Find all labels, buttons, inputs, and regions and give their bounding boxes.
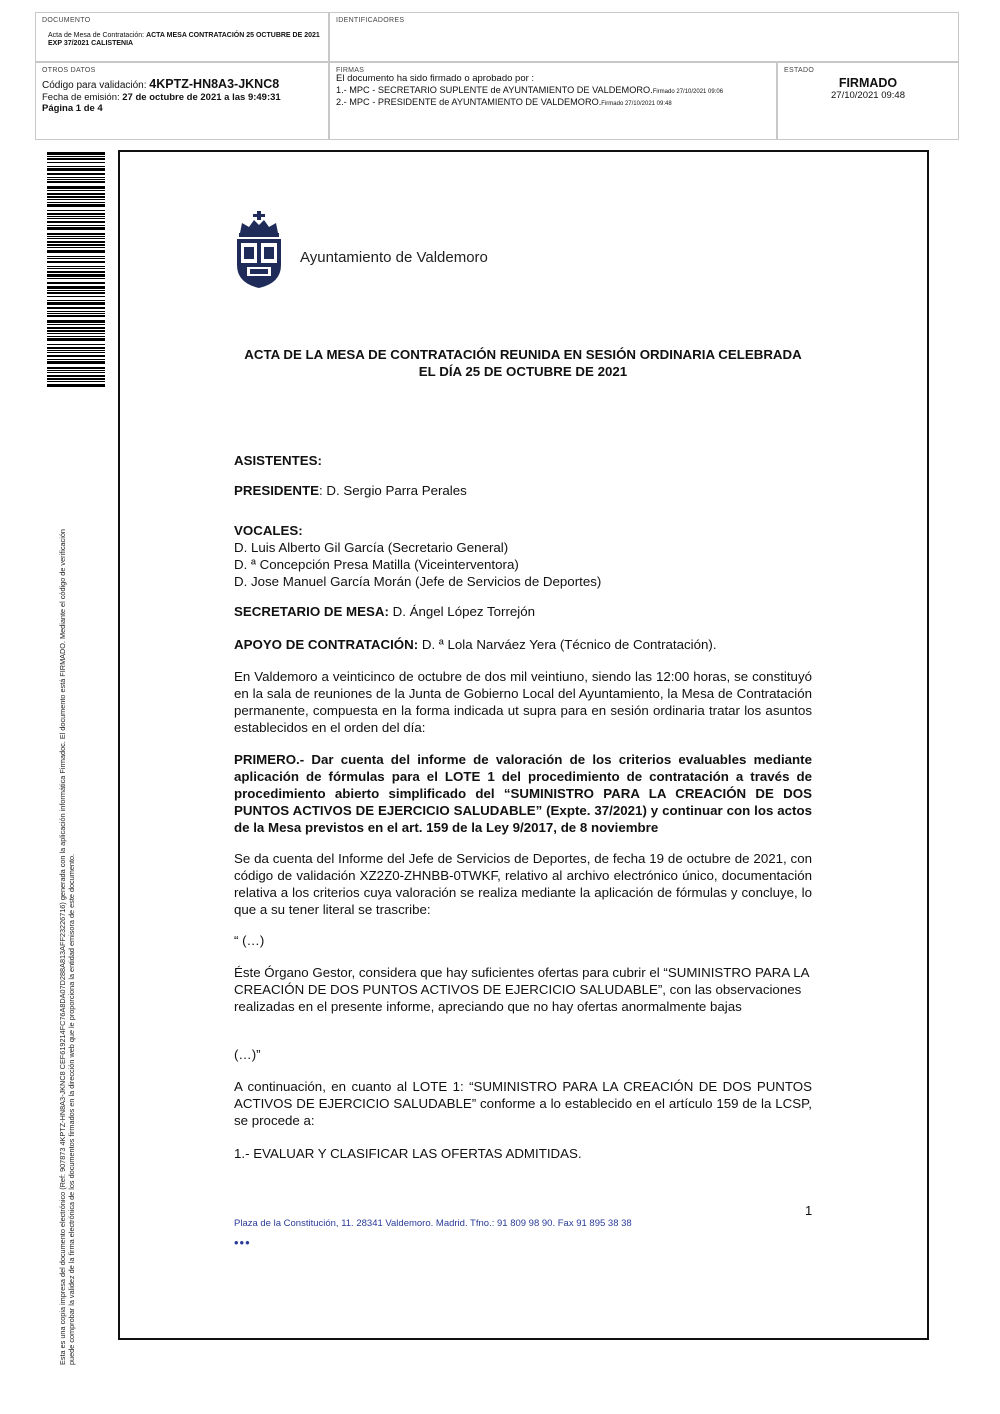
primero-paragraph: PRIMERO.- Dar cuenta del informe de valoración de los criterios evaluables mediante aplicación de fórmulas para el LOTE 1 del procedimiento de contratación a través de procedimiento abierto simplificado del “SUMINISTRO PARA LA CREACIÓN DE DOS PUNTOS ACTIVOS DE EJERCICIO SALUDABLE” (Expte. 37/2021) y continuar con los actos de la Mesa previstos en el art. 159 de la Ley 9/2017, de 8 noviembre	[234, 752, 812, 835]
firmas-box	[329, 62, 777, 140]
presidente-line	[234, 482, 812, 499]
fecha-value: 27 de octubre de 2021 a las 9:49:31	[122, 92, 281, 103]
page-number: 1	[805, 1203, 813, 1218]
firma-2-date: Firmado 27/10/2021 09:48	[601, 101, 672, 107]
fecha-emision	[42, 92, 322, 103]
estado-box	[777, 62, 959, 140]
side-note-line-1: Esta es una copia impresa del documento electrónico (Ref: 907873 4KPTZ-HN8A3-JKNC8 CEF619214FC76A8DA07D288A813AFF23226716) generada con la aplicación informática Firmadoc. El documento está FIRMADO. Mediante el código de verificación	[58, 529, 67, 1365]
item-1: 1.- EVALUAR Y CLASIFICAR LAS OFERTAS ADMITIDAS.	[234, 1146, 582, 1161]
otros-datos-label: OTROS DATOS	[42, 67, 96, 74]
codigo-label: Código para validación:	[42, 80, 147, 91]
apoyo-label: APOYO DE CONTRATACIÓN:	[234, 637, 419, 652]
footer-dots: •••	[234, 1235, 251, 1250]
firma-2	[336, 97, 770, 110]
title-line-2: EL DÍA 25 DE OCTUBRE DE 2021	[418, 364, 628, 379]
firmas-label: FIRMAS	[336, 67, 365, 74]
organization-name: Ayuntamiento de Valdemoro	[300, 249, 488, 266]
otros-datos-box	[35, 62, 329, 140]
codigo-validacion	[42, 78, 322, 92]
vertical-side-note	[58, 390, 76, 1365]
firma-2-text: 2.- MPC - PRESIDENTE de AYUNTAMIENTO DE VALDEMORO.	[336, 97, 602, 107]
document-title	[234, 346, 812, 380]
title-line-1: ACTA DE LA MESA DE CONTRATACIÓN REUNIDA EN SESIÓN ORDINARIA CELEBRADA	[244, 347, 802, 362]
estado-label: ESTADO	[784, 67, 815, 74]
secretario-value: D. Ángel López Torrejón	[388, 604, 536, 619]
documento-prefix: Acta de Mesa de Contratación	[48, 32, 143, 39]
vocal-item: D. ª Concepción Presa Matilla (Viceinterventora)	[234, 557, 519, 572]
presidente-label: PRESIDENTE	[234, 483, 319, 498]
footer-address: Plaza de la Constitución, 11. 28341 Valdemoro. Madrid. Tfno.: 91 809 98 90. Fax 91 895 38 38	[234, 1218, 632, 1229]
firma-1-date: Firmado 27/10/2021 09:06	[652, 88, 724, 95]
vocales-block	[234, 522, 812, 590]
intro-paragraph: En Valdemoro a veinticinco de octubre de dos mil veintiuno, siendo las 12:00 horas, se constituyó en la sala de reuniones de la Junta de Gobierno Local del Ayuntamiento, la Mesa de Contratación permanente, compuesta en la forma indicada ut supra para en sesión ordinaria tratar los asuntos establecidos en el orden del día:	[234, 669, 812, 735]
apoyo-line	[234, 636, 812, 653]
quote-body: Éste Órgano Gestor, considera que hay suficientes ofertas para cubrir el “SUMINISTRO PARA LA CREACIÓN DE DOS PUNTOS ACTIVOS DE EJERCICIO SALUDABLE”, con las observaciones realizadas en el presente informe, apreciando que no hay ofertas anormalmente bajas	[234, 965, 809, 1014]
document-box	[35, 12, 329, 62]
asistentes-heading: ASISTENTES:	[234, 453, 322, 468]
lote-paragraph: A continuación, en cuanto al LOTE 1: “SUMINISTRO PARA LA CREACIÓN DE DOS PUNTOS ACTIVOS DE EJERCICIO SALUDABLE” conforme a lo establecido en el artículo 159 de la LCSP, se procede a:	[234, 1079, 812, 1128]
coat-of-arms-logo	[232, 211, 286, 289]
fecha-label: Fecha de emisión:	[42, 92, 120, 103]
estado-date: 27/10/2021 09:48	[831, 90, 905, 101]
identificadores-box	[329, 12, 959, 62]
vocales-label: VOCALES:	[234, 523, 303, 538]
side-note-line-2: puede comprobar la validez de la firma electrónica de los documentos firmados en la dirección web que le proporciona la entidad emisora de este documento.	[67, 853, 76, 1365]
pagina-indicator: Página 1 de 4	[42, 103, 103, 114]
secretario-label: SECRETARIO DE MESA:	[234, 604, 389, 619]
estado-value: FIRMADO	[838, 76, 898, 90]
documento-label: DOCUMENTO	[42, 17, 91, 24]
firma-1-text: 1.- MPC - SECRETARIO SUPLENTE de AYUNTAMIENTO DE VALDEMORO.	[336, 84, 653, 95]
documento-title: ACTA MESA CONTRATACIÓN 25 OCTUBRE DE 2021 EXP 37/2021 CALISTENIA	[48, 32, 320, 47]
identificadores-label: IDENTIFICADORES	[336, 17, 405, 24]
firma-1	[336, 85, 770, 98]
presidente-value: : D. Sergio Parra Perales	[318, 483, 467, 498]
quote-open: “ (…)	[234, 933, 265, 948]
documento-description: Acta de Mesa de Contratación: ACTA MESA CONTRATACIÓN 25 OCTUBRE DE 2021 EXP 37/2021 CALISTENIA	[48, 32, 320, 47]
vocal-item: D. Luis Alberto Gil García (Secretario General)	[234, 540, 509, 555]
vocal-item: D. Jose Manuel García Morán (Jefe de Servicios de Deportes)	[234, 574, 602, 589]
codigo-value: 4KPTZ-HN8A3-JKNC8	[149, 77, 280, 91]
apoyo-value: D. ª Lola Narváez Yera (Técnico de Contratación).	[418, 637, 717, 652]
informe-paragraph: Se da cuenta del Informe del Jefe de Servicios de Deportes, de fecha 19 de octubre de 2021, con código de validación XZ2Z0-ZHNBB-0TWKF, relativo al archivo electrónico único, documentación relativa a los criterios cuya valoración se realiza mediante la aplicación de fórmulas y concluye, lo que a su tener literal se trascribe:	[234, 851, 812, 917]
quote-close: (…)”	[234, 1047, 261, 1062]
secretario-line	[234, 603, 812, 620]
firmas-intro: El documento ha sido firmado o aprobado por :	[336, 73, 535, 84]
barcode-image	[47, 152, 105, 388]
